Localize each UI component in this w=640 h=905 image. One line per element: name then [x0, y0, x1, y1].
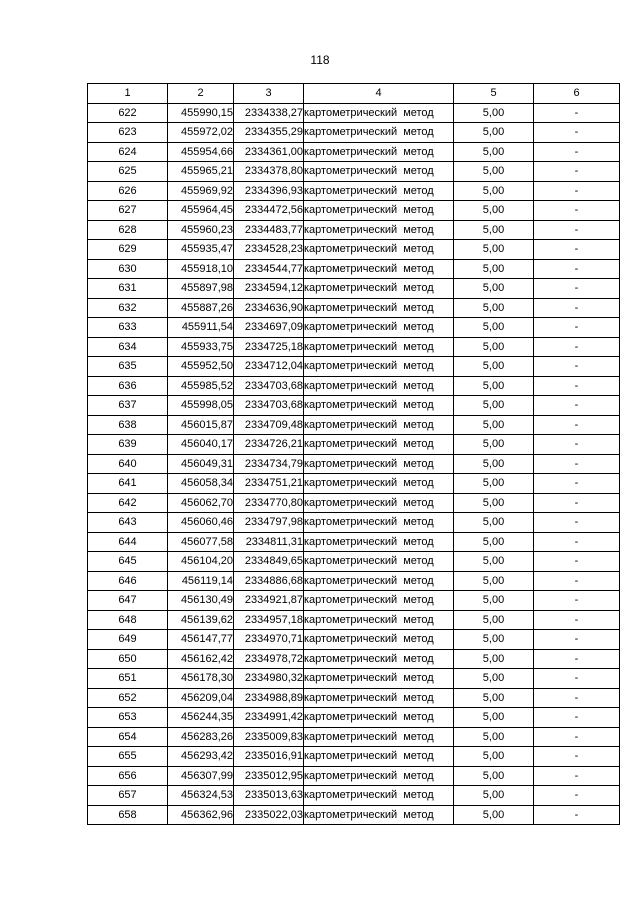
cell-coord-y: 2334528,23	[234, 240, 304, 260]
cell-point-number: 639	[88, 435, 168, 455]
cell-coord-y: 2334703,68	[234, 396, 304, 416]
cell-accuracy: 5,00	[454, 181, 534, 201]
cell-note: -	[534, 259, 620, 279]
cell-point-number: 652	[88, 688, 168, 708]
cell-point-number: 653	[88, 708, 168, 728]
cell-coord-y: 2334978,72	[234, 649, 304, 669]
table-row	[88, 337, 620, 357]
table-header	[88, 84, 620, 104]
cell-method: картометрический метод	[304, 766, 454, 786]
cell-coord-y: 2334703,68	[234, 376, 304, 396]
cell-note: -	[534, 532, 620, 552]
cell-coord-x: 456324,53	[168, 786, 234, 806]
cell-coord-x: 455972,02	[168, 123, 234, 143]
cell-note: -	[534, 571, 620, 591]
table-row	[88, 298, 620, 318]
cell-note: -	[534, 318, 620, 338]
cell-coord-x: 456062,70	[168, 493, 234, 513]
table-row	[88, 181, 620, 201]
cell-point-number: 629	[88, 240, 168, 260]
cell-coord-x: 455887,26	[168, 298, 234, 318]
cell-coord-x: 456178,30	[168, 669, 234, 689]
cell-point-number: 645	[88, 552, 168, 572]
cell-point-number: 651	[88, 669, 168, 689]
cell-coord-x: 455918,10	[168, 259, 234, 279]
cell-method: картометрический метод	[304, 610, 454, 630]
cell-method: картометрический метод	[304, 786, 454, 806]
cell-point-number: 632	[88, 298, 168, 318]
cell-method: картометрический метод	[304, 513, 454, 533]
cell-method: картометрический метод	[304, 727, 454, 747]
cell-note: -	[534, 240, 620, 260]
cell-coord-y: 2334594,12	[234, 279, 304, 299]
cell-coord-y: 2335022,03	[234, 805, 304, 825]
cell-point-number: 635	[88, 357, 168, 377]
cell-coord-y: 2335012,95	[234, 766, 304, 786]
cell-note: -	[534, 396, 620, 416]
cell-point-number: 622	[88, 103, 168, 123]
cell-coord-x: 455990,15	[168, 103, 234, 123]
cell-accuracy: 5,00	[454, 727, 534, 747]
cell-note: -	[534, 610, 620, 630]
cell-point-number: 633	[88, 318, 168, 338]
cell-method: картометрический метод	[304, 201, 454, 221]
cell-method: картометрический метод	[304, 357, 454, 377]
cell-coord-y: 2334811,31	[234, 532, 304, 552]
cell-point-number: 643	[88, 513, 168, 533]
cell-coord-y: 2334338,27	[234, 103, 304, 123]
cell-coord-x: 455954,66	[168, 142, 234, 162]
cell-accuracy: 5,00	[454, 396, 534, 416]
table-row	[88, 610, 620, 630]
cell-accuracy: 5,00	[454, 610, 534, 630]
cell-note: -	[534, 123, 620, 143]
cell-accuracy: 5,00	[454, 493, 534, 513]
header-col-2: 2	[168, 84, 234, 104]
table-row	[88, 435, 620, 455]
cell-point-number: 630	[88, 259, 168, 279]
table-row	[88, 201, 620, 221]
cell-method: картометрический метод	[304, 142, 454, 162]
cell-point-number: 628	[88, 220, 168, 240]
cell-method: картометрический метод	[304, 279, 454, 299]
cell-note: -	[534, 435, 620, 455]
cell-method: картометрический метод	[304, 669, 454, 689]
cell-accuracy: 5,00	[454, 708, 534, 728]
table-row	[88, 279, 620, 299]
cell-coord-y: 2334970,71	[234, 630, 304, 650]
table-row	[88, 240, 620, 260]
table-body	[88, 103, 620, 825]
cell-accuracy: 5,00	[454, 571, 534, 591]
table-row	[88, 805, 620, 825]
cell-accuracy: 5,00	[454, 649, 534, 669]
cell-point-number: 627	[88, 201, 168, 221]
cell-point-number: 640	[88, 454, 168, 474]
cell-note: -	[534, 805, 620, 825]
table-row	[88, 474, 620, 494]
table-row	[88, 552, 620, 572]
table-row	[88, 708, 620, 728]
cell-method: картометрический метод	[304, 181, 454, 201]
cell-note: -	[534, 786, 620, 806]
cell-accuracy: 5,00	[454, 103, 534, 123]
cell-point-number: 636	[88, 376, 168, 396]
cell-accuracy: 5,00	[454, 162, 534, 182]
cell-coord-y: 2334725,18	[234, 337, 304, 357]
cell-point-number: 644	[88, 532, 168, 552]
table-row	[88, 454, 620, 474]
cell-coord-y: 2334957,18	[234, 610, 304, 630]
cell-coord-x: 456060,46	[168, 513, 234, 533]
cell-point-number: 656	[88, 766, 168, 786]
cell-accuracy: 5,00	[454, 513, 534, 533]
coordinates-table	[87, 83, 620, 825]
cell-point-number: 626	[88, 181, 168, 201]
table-row	[88, 532, 620, 552]
cell-point-number: 649	[88, 630, 168, 650]
cell-coord-x: 455985,52	[168, 376, 234, 396]
cell-accuracy: 5,00	[454, 747, 534, 767]
cell-point-number: 657	[88, 786, 168, 806]
table-row	[88, 727, 620, 747]
cell-accuracy: 5,00	[454, 220, 534, 240]
cell-coord-y: 2334849,65	[234, 552, 304, 572]
header-col-4: 4	[304, 84, 454, 104]
cell-point-number: 625	[88, 162, 168, 182]
cell-coord-y: 2334797,98	[234, 513, 304, 533]
cell-note: -	[534, 766, 620, 786]
table-row	[88, 318, 620, 338]
table-row	[88, 123, 620, 143]
table-row	[88, 747, 620, 767]
cell-coord-x: 456077,58	[168, 532, 234, 552]
cell-coord-x: 456293,42	[168, 747, 234, 767]
cell-coord-y: 2334988,89	[234, 688, 304, 708]
cell-note: -	[534, 747, 620, 767]
cell-note: -	[534, 162, 620, 182]
cell-method: картометрический метод	[304, 532, 454, 552]
table-row	[88, 357, 620, 377]
cell-accuracy: 5,00	[454, 142, 534, 162]
cell-coord-x: 455952,50	[168, 357, 234, 377]
cell-note: -	[534, 727, 620, 747]
cell-note: -	[534, 688, 620, 708]
cell-point-number: 650	[88, 649, 168, 669]
cell-coord-y: 2335009,83	[234, 727, 304, 747]
cell-accuracy: 5,00	[454, 474, 534, 494]
cell-note: -	[534, 181, 620, 201]
cell-coord-y: 2334361,00	[234, 142, 304, 162]
cell-coord-x: 455935,47	[168, 240, 234, 260]
cell-point-number: 647	[88, 591, 168, 611]
cell-coord-x: 456130,49	[168, 591, 234, 611]
cell-coord-x: 456058,34	[168, 474, 234, 494]
cell-accuracy: 5,00	[454, 591, 534, 611]
cell-coord-x: 455964,45	[168, 201, 234, 221]
cell-note: -	[534, 142, 620, 162]
cell-method: картометрический метод	[304, 103, 454, 123]
cell-note: -	[534, 474, 620, 494]
table-row	[88, 259, 620, 279]
cell-coord-x: 456307,99	[168, 766, 234, 786]
header-col-5: 5	[454, 84, 534, 104]
cell-method: картометрический метод	[304, 474, 454, 494]
table-row	[88, 162, 620, 182]
cell-method: картометрический метод	[304, 415, 454, 435]
cell-method: картометрический метод	[304, 337, 454, 357]
cell-method: картометрический метод	[304, 649, 454, 669]
cell-point-number: 634	[88, 337, 168, 357]
cell-point-number: 646	[88, 571, 168, 591]
cell-method: картометрический метод	[304, 454, 454, 474]
cell-note: -	[534, 669, 620, 689]
cell-accuracy: 5,00	[454, 240, 534, 260]
cell-coord-x: 456362,96	[168, 805, 234, 825]
cell-coord-x: 456040,17	[168, 435, 234, 455]
table-row	[88, 669, 620, 689]
cell-method: картометрический метод	[304, 493, 454, 513]
cell-coord-x: 455969,92	[168, 181, 234, 201]
cell-coord-y: 2334980,32	[234, 669, 304, 689]
cell-coord-y: 2334483,77	[234, 220, 304, 240]
cell-accuracy: 5,00	[454, 279, 534, 299]
cell-method: картометрический метод	[304, 805, 454, 825]
cell-coord-x: 456119,14	[168, 571, 234, 591]
cell-coord-x: 456104,20	[168, 552, 234, 572]
cell-coord-x: 456283,26	[168, 727, 234, 747]
cell-note: -	[534, 513, 620, 533]
cell-method: картометрический метод	[304, 571, 454, 591]
cell-note: -	[534, 201, 620, 221]
table-row	[88, 415, 620, 435]
cell-coord-y: 2334886,68	[234, 571, 304, 591]
cell-coord-x: 456147,77	[168, 630, 234, 650]
cell-coord-y: 2334472,56	[234, 201, 304, 221]
cell-coord-x: 455998,05	[168, 396, 234, 416]
table-row	[88, 766, 620, 786]
cell-coord-y: 2334726,21	[234, 435, 304, 455]
cell-accuracy: 5,00	[454, 669, 534, 689]
cell-coord-x: 456015,87	[168, 415, 234, 435]
cell-accuracy: 5,00	[454, 357, 534, 377]
cell-coord-y: 2334709,48	[234, 415, 304, 435]
cell-method: картометрический метод	[304, 708, 454, 728]
cell-coord-x: 456209,04	[168, 688, 234, 708]
cell-coord-x: 455960,23	[168, 220, 234, 240]
cell-coord-y: 2334770,80	[234, 493, 304, 513]
cell-method: картометрический метод	[304, 220, 454, 240]
cell-coord-y: 2334378,80	[234, 162, 304, 182]
cell-point-number: 642	[88, 493, 168, 513]
cell-method: картометрический метод	[304, 630, 454, 650]
cell-coord-y: 2334921,87	[234, 591, 304, 611]
cell-accuracy: 5,00	[454, 435, 534, 455]
cell-accuracy: 5,00	[454, 786, 534, 806]
cell-coord-y: 2334751,21	[234, 474, 304, 494]
cell-accuracy: 5,00	[454, 298, 534, 318]
cell-note: -	[534, 279, 620, 299]
cell-accuracy: 5,00	[454, 805, 534, 825]
cell-accuracy: 5,00	[454, 454, 534, 474]
cell-point-number: 641	[88, 474, 168, 494]
cell-accuracy: 5,00	[454, 688, 534, 708]
cell-note: -	[534, 552, 620, 572]
cell-coord-x: 456244,35	[168, 708, 234, 728]
cell-accuracy: 5,00	[454, 201, 534, 221]
cell-method: картометрический метод	[304, 747, 454, 767]
table-row	[88, 513, 620, 533]
cell-coord-y: 2334712,04	[234, 357, 304, 377]
table-row	[88, 571, 620, 591]
cell-accuracy: 5,00	[454, 766, 534, 786]
cell-method: картометрический метод	[304, 298, 454, 318]
cell-point-number: 638	[88, 415, 168, 435]
cell-accuracy: 5,00	[454, 376, 534, 396]
cell-method: картометрический метод	[304, 435, 454, 455]
table-row	[88, 103, 620, 123]
table-row	[88, 591, 620, 611]
table-row	[88, 396, 620, 416]
cell-note: -	[534, 376, 620, 396]
cell-point-number: 631	[88, 279, 168, 299]
cell-note: -	[534, 708, 620, 728]
cell-coord-y: 2334544,77	[234, 259, 304, 279]
cell-coord-x: 456139,62	[168, 610, 234, 630]
header-col-1: 1	[88, 84, 168, 104]
cell-method: картометрический метод	[304, 259, 454, 279]
table-row	[88, 688, 620, 708]
cell-coord-y: 2334734,79	[234, 454, 304, 474]
table-row	[88, 376, 620, 396]
cell-method: картометрический метод	[304, 240, 454, 260]
cell-accuracy: 5,00	[454, 532, 534, 552]
cell-coord-x: 455933,75	[168, 337, 234, 357]
cell-accuracy: 5,00	[454, 415, 534, 435]
cell-method: картометрический метод	[304, 162, 454, 182]
table-row	[88, 220, 620, 240]
cell-method: картометрический метод	[304, 318, 454, 338]
cell-note: -	[534, 649, 620, 669]
cell-coord-y: 2334991,42	[234, 708, 304, 728]
cell-coord-x: 455897,98	[168, 279, 234, 299]
cell-coord-y: 2334697,09	[234, 318, 304, 338]
cell-accuracy: 5,00	[454, 318, 534, 338]
cell-accuracy: 5,00	[454, 123, 534, 143]
cell-note: -	[534, 630, 620, 650]
cell-coord-x: 456049,31	[168, 454, 234, 474]
cell-coord-x: 455911,54	[168, 318, 234, 338]
cell-point-number: 654	[88, 727, 168, 747]
cell-coord-y: 2334636,90	[234, 298, 304, 318]
table-row	[88, 142, 620, 162]
header-col-3: 3	[234, 84, 304, 104]
cell-coord-x: 456162,42	[168, 649, 234, 669]
cell-method: картометрический метод	[304, 552, 454, 572]
table-row	[88, 649, 620, 669]
cell-point-number: 624	[88, 142, 168, 162]
cell-point-number: 623	[88, 123, 168, 143]
page-number: 118	[310, 53, 330, 67]
cell-note: -	[534, 337, 620, 357]
cell-note: -	[534, 220, 620, 240]
cell-accuracy: 5,00	[454, 259, 534, 279]
cell-note: -	[534, 298, 620, 318]
cell-note: -	[534, 493, 620, 513]
cell-method: картометрический метод	[304, 123, 454, 143]
cell-note: -	[534, 591, 620, 611]
cell-note: -	[534, 103, 620, 123]
cell-coord-y: 2334355,29	[234, 123, 304, 143]
table-row	[88, 493, 620, 513]
cell-note: -	[534, 454, 620, 474]
header-col-6: 6	[534, 84, 620, 104]
table-row	[88, 630, 620, 650]
cell-method: картометрический метод	[304, 396, 454, 416]
cell-coord-y: 2335013,63	[234, 786, 304, 806]
cell-method: картометрический метод	[304, 591, 454, 611]
cell-point-number: 637	[88, 396, 168, 416]
cell-point-number: 648	[88, 610, 168, 630]
cell-point-number: 655	[88, 747, 168, 767]
cell-method: картометрический метод	[304, 688, 454, 708]
cell-method: картометрический метод	[304, 376, 454, 396]
cell-note: -	[534, 415, 620, 435]
cell-accuracy: 5,00	[454, 630, 534, 650]
cell-note: -	[534, 357, 620, 377]
cell-accuracy: 5,00	[454, 337, 534, 357]
cell-accuracy: 5,00	[454, 552, 534, 572]
cell-coord-y: 2334396,93	[234, 181, 304, 201]
header-row	[88, 84, 620, 104]
cell-coord-y: 2335016,91	[234, 747, 304, 767]
cell-coord-x: 455965,21	[168, 162, 234, 182]
cell-point-number: 658	[88, 805, 168, 825]
table-row	[88, 786, 620, 806]
